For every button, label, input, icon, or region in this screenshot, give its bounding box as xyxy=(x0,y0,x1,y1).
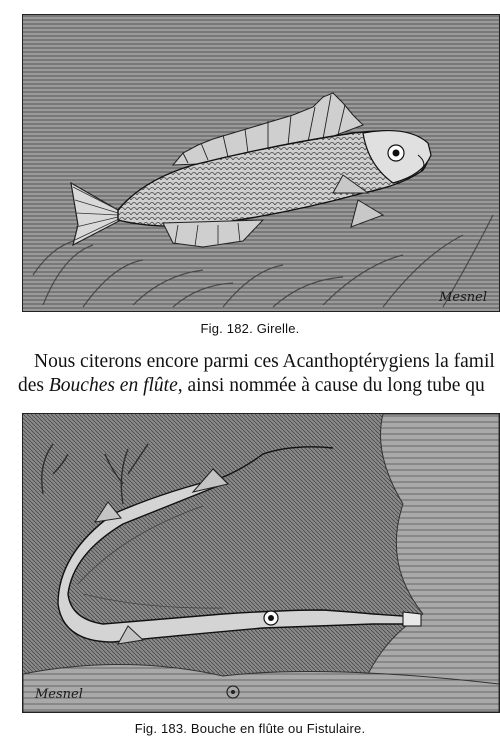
body-text-line-1: Nous citerons encore parmi ces Acanthoptérygiens la famil xyxy=(34,351,495,372)
italic-term: Bouches en flûte xyxy=(48,375,178,396)
body-text-line-2-end: , ainsi nommée à cause du long tube qu xyxy=(177,375,485,396)
body-text-line-2 xyxy=(18,374,500,398)
figure-182-caption: Fig. 182. Girelle. xyxy=(200,321,300,336)
figure-183-caption: Fig. 183. Bouche en flûte ou Fistulaire. xyxy=(134,721,366,736)
body-text-line-2-start: des xyxy=(18,375,49,396)
girelle-engraving xyxy=(23,15,499,311)
artist-signature: Mesnel xyxy=(35,687,83,702)
figure-183-illustration xyxy=(22,413,500,713)
figure-182-illustration xyxy=(22,14,500,312)
artist-signature: Mesnel xyxy=(439,290,487,305)
fistulaire-engraving xyxy=(23,414,499,712)
